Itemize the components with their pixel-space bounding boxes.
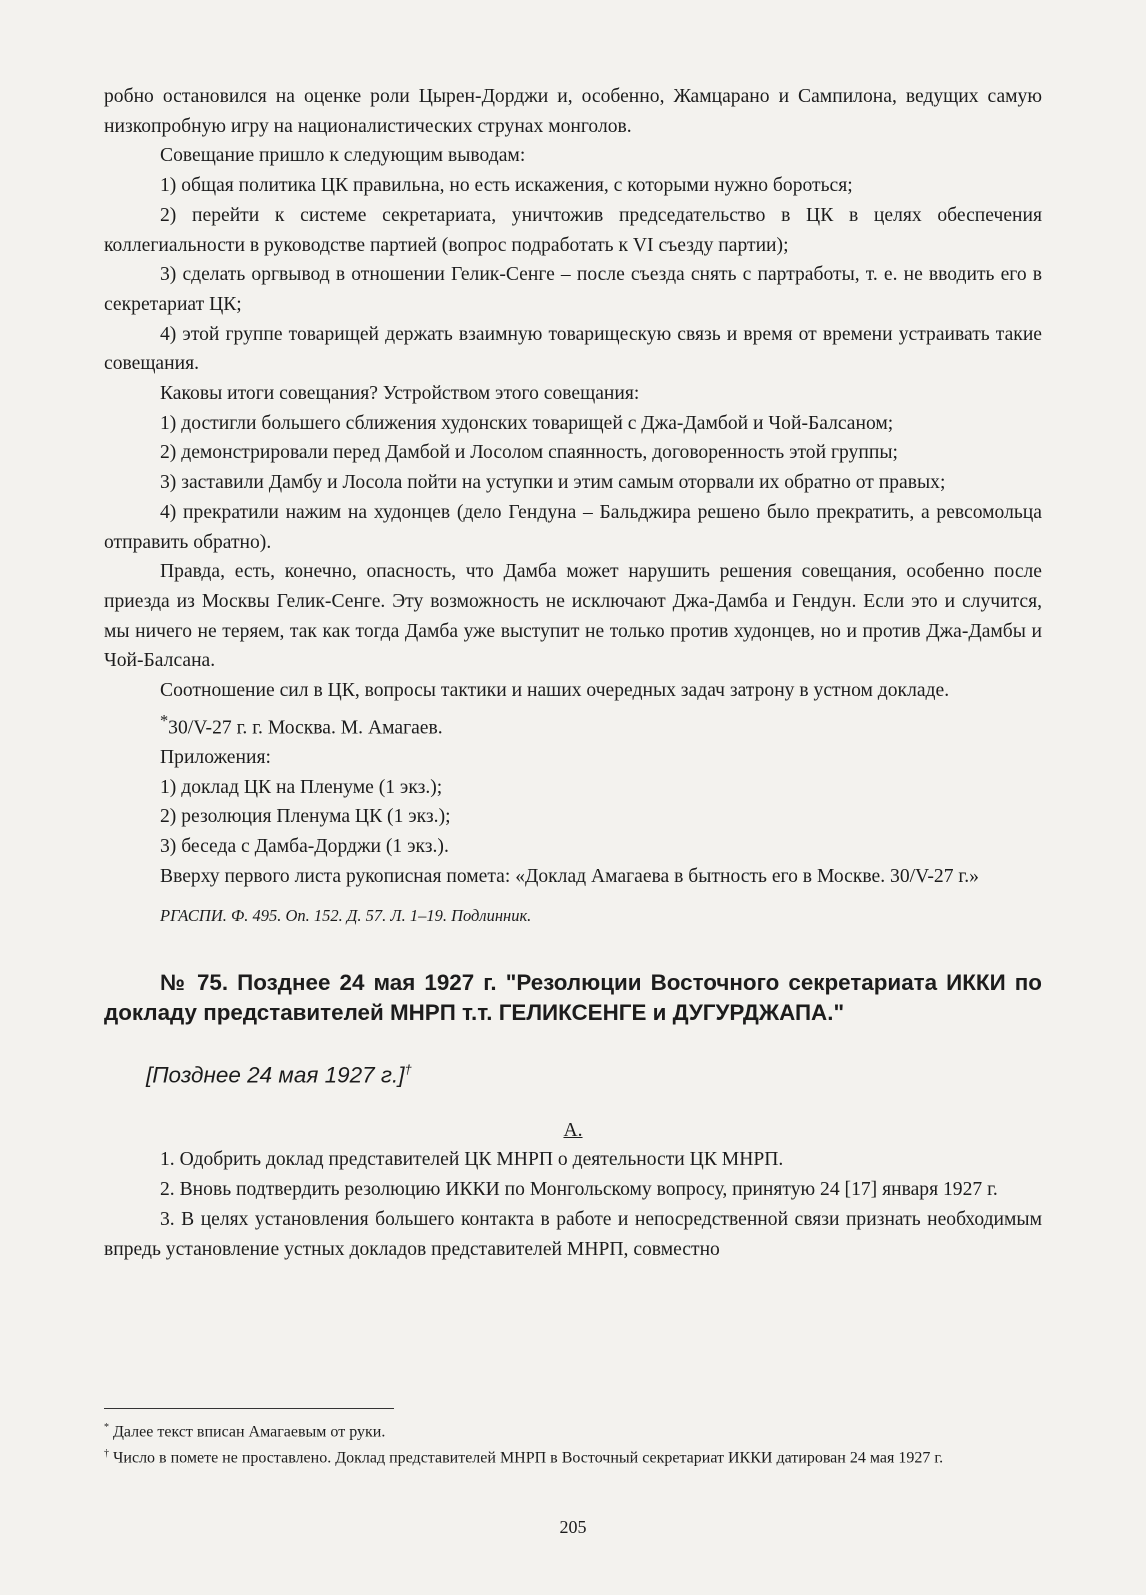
document-date [104, 1055, 1042, 1090]
attachments-label: Приложения: [160, 747, 271, 768]
paragraph-balance: Соотношение сил в ЦК, вопросы тактики и наших очередных задач затрону в устном докладе. [160, 680, 950, 702]
section-letter: А. [563, 1119, 583, 1141]
signature-line [104, 706, 1042, 743]
page-number: 205 [559, 1517, 587, 1537]
document-heading: № 75. Позднее 24 мая 1927 г. "Резолюции Восточного секретариата ИККИ по докладу представителей МНРП т.т. ГЕЛИКСЕНГЕ и ДУГУРДЖАПА." [104, 969, 1042, 1026]
conclusion-item-1: 1) общая политика ЦК правильна, но есть искажения, с которыми нужно бороться; [160, 175, 853, 197]
result-item-2: 2) демонстрировали перед Дамбой и Лосолом спаянность, договоренность этой группы; [160, 442, 898, 464]
paragraph-danger: Правда, есть, конечно, опасность, что Дамба может нарушить решения совещания, особенно после приезда из Москвы Гелик-Сенге. Эту возможность не исключают Джа-Дамба и Гендун. Если это и случится, мы ничего не теряем, так как тогда Дамба уже выступит не только против худонцев, но и против Джа-Дамбы и Чой-Балсана. [104, 561, 1042, 672]
conclusion-item-4: 4) этой группе товарищей держать взаимную товарищескую связь и время от времени устраивать такие совещания. [104, 323, 1042, 375]
handwritten-note: Вверху первого листа рукописная помета: «Доклад Амагаева в бытность его в Москве. 30/V-27 г.» [160, 865, 979, 887]
attachment-item-2: 2) резолюция Пленума ЦК (1 экз.); [160, 806, 451, 828]
footnote-2-text: Число в помете не проставлено. Доклад представителей МНРП в Восточный секретариат ИККИ датирован 24 мая 1927 г. [113, 1449, 944, 1467]
footnote-mark-asterisk: * [160, 710, 169, 730]
resolution-item-1: 1. Одобрить доклад представителей ЦК МНРП о деятельности ЦК МНРП. [160, 1149, 784, 1171]
main-text [104, 82, 1042, 1264]
paragraph-continuation: робно остановился на оценке роли Цырен-Дорджи и, особенно, Жамцарано и Сампилона, ведущих самую низкопробную игру на националистических струнах монголов. [104, 86, 1042, 137]
archive-source: РГАСПИ. Ф. 495. Оп. 152. Д. 57. Л. 1–19. Подлинник. [160, 905, 532, 925]
footnote-2-mark: † [104, 1447, 109, 1459]
paragraph-results-intro: Каковы итоги совещания? Устройством этого совещания: [160, 383, 640, 405]
footnote-1-text: Далее текст вписан Амагаевым от руки. [113, 1423, 386, 1441]
footnote-divider [104, 1408, 394, 1409]
footnote-1 [104, 1417, 1044, 1443]
resolution-item-3: 3. В целях установления большего контакта в работе и непосредственной связи признать необходимым впредь установление устных докладов представителей МНРП, совместно [104, 1208, 1042, 1260]
result-item-1: 1) достигли большего сближения худонских товарищей с Джа-Дамбой и Чой-Балсаном; [160, 412, 894, 434]
footnote-mark-dagger: † [404, 1061, 412, 1077]
footnote-1-mark: * [104, 1422, 109, 1433]
signature-text: 30/V-27 г. г. Москва. М. Амагаев. [168, 717, 443, 739]
resolution-item-2: 2. Вновь подтвердить резолюцию ИККИ по Монгольскому вопросу, принятую 24 [17] января 1927 г. [160, 1179, 998, 1201]
attachment-item-3: 3) беседа с Дамба-Дорджи (1 экз.). [160, 836, 449, 858]
document-date-text: [Позднее 24 мая 1927 г.] [146, 1062, 405, 1088]
conclusion-item-3: 3) сделать оргвывод в отношении Гелик-Сенге – после съезда снять с партработы, т. е. не вводить его в секретариат ЦК; [104, 264, 1042, 315]
attachment-item-1: 1) доклад ЦК на Пленуме (1 экз.); [160, 776, 443, 798]
footnote-2 [104, 1443, 1044, 1469]
conclusion-item-2: 2) перейти к системе секретариата, уничтожив председательство в ЦК в целях обеспечения коллегиальности в руководстве партией (вопрос подработать к VI съезду партии); [104, 204, 1042, 256]
result-item-4: 4) прекратили нажим на худонцев (дело Гендуна – Бальджира решено было прекратить, а ревсомольца отправить обратно). [104, 501, 1042, 553]
result-item-3: 3) заставили Дамбу и Лосола пойти на уступки и этим самым оторвали их обратно от правых; [160, 472, 946, 494]
paragraph-conclusions-intro: Совещание пришло к следующим выводам: [160, 145, 526, 167]
footnotes [104, 1408, 1044, 1469]
